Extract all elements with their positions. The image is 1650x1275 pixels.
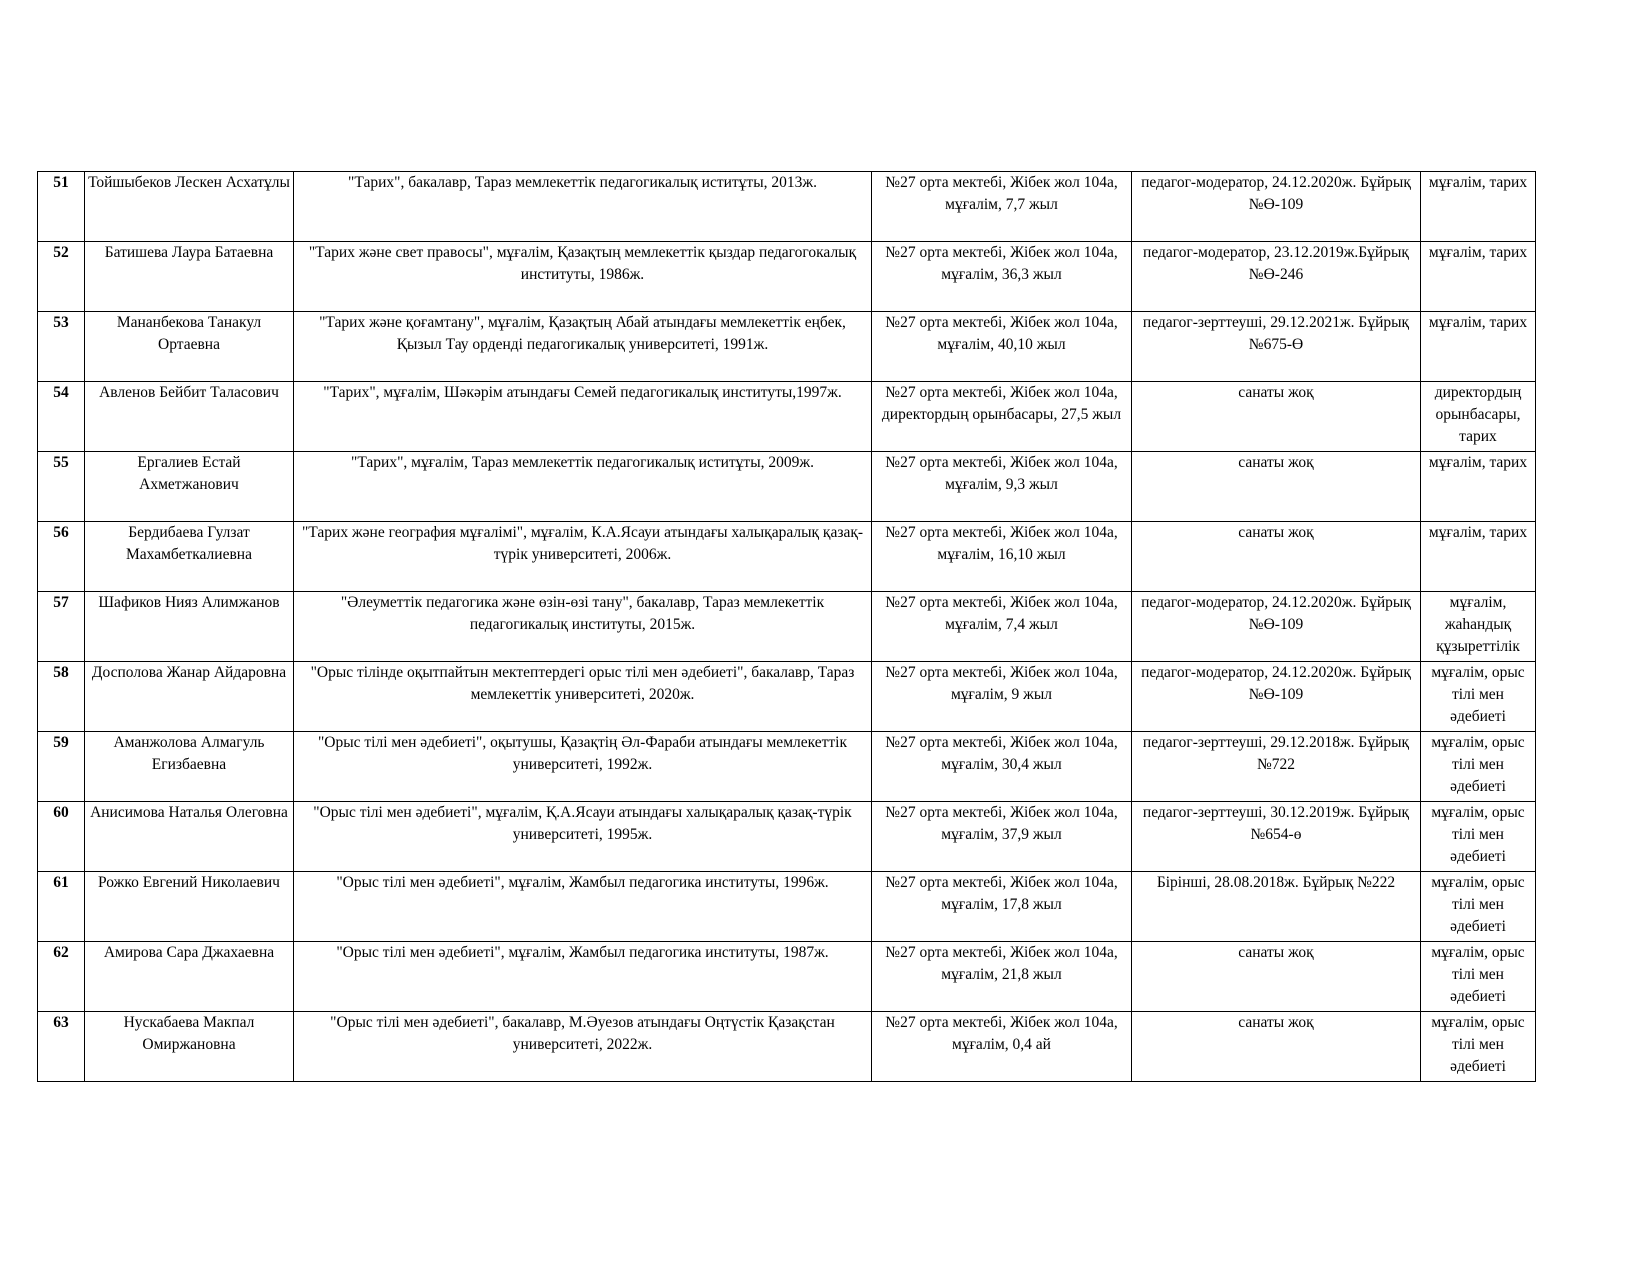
teacher-name-cell: Шафиков Нияз Алимжанов — [85, 592, 294, 662]
qualification-category-cell: педагог-зерттеуші, 30.12.2019ж. Бұйрық №654-ө — [1132, 802, 1421, 872]
qualification-category-cell: педагог-модератор, 23.12.2019ж.Бұйрық №Ө-246 — [1132, 242, 1421, 312]
table-row — [38, 872, 1536, 942]
teacher-name-cell: Анисимова Наталья Олеговна — [85, 802, 294, 872]
position-subject-cell: мұғалім, орыс тілі мен әдебиеті — [1421, 1012, 1536, 1082]
teacher-name-cell: Ергалиев Естай Ахметжанович — [85, 452, 294, 522]
row-number-cell: 62 — [38, 942, 85, 1012]
position-subject-cell: мұғалім, жаһандық құзыреттілік — [1421, 592, 1536, 662]
teacher-name-cell: Рожко Евгений Николаевич — [85, 872, 294, 942]
table-row — [38, 662, 1536, 732]
education-info-cell: "Орыс тілі мен әдебиеті", оқытушы, Қазақтің Әл-Фараби атындағы мемлекеттік университеті, 1992ж. — [294, 732, 872, 802]
workplace-info-cell: №27 орта мектебі, Жібек жол 104а, мұғалім, 7,7 жыл — [872, 172, 1132, 242]
qualification-category-cell: педагог-модератор, 24.12.2020ж. Бұйрық №Ө-109 — [1132, 592, 1421, 662]
education-info-cell: "Орыс тілі мен әдебиеті", мұғалім, Қ.А.Ясауи атындағы халықаралық қазақ-түрік университеті, 1995ж. — [294, 802, 872, 872]
teacher-name-cell: Тойшыбеков Лескен Асхатұлы — [85, 172, 294, 242]
table-row — [38, 942, 1536, 1012]
row-number-cell: 52 — [38, 242, 85, 312]
education-info-cell: "Орыс тілі мен әдебиеті", мұғалім, Жамбыл педагогика институты, 1987ж. — [294, 942, 872, 1012]
education-info-cell: "Тарих", мұғалім, Шәкәрім атындағы Семей педагогикалық институты,1997ж. — [294, 382, 872, 452]
position-subject-cell: мұғалім, тарих — [1421, 312, 1536, 382]
row-number-cell: 56 — [38, 522, 85, 592]
education-info-cell: "Орыс тілі мен әдебиеті", бакалавр, М.Әуезов атындағы Оңтүстік Қазақстан университеті, 2022ж. — [294, 1012, 872, 1082]
education-info-cell: "Орыс тілінде оқытпайтын мектептердегі орыс тілі мен әдебиеті", бакалавр, Тараз мемлекеттік университеті, 2020ж. — [294, 662, 872, 732]
qualification-category-cell: педагог-зерттеуші, 29.12.2021ж. Бұйрық №675-Ө — [1132, 312, 1421, 382]
qualification-category-cell: педагог-модератор, 24.12.2020ж. Бұйрық №Ө-109 — [1132, 662, 1421, 732]
position-subject-cell: мұғалім, орыс тілі мен әдебиеті — [1421, 732, 1536, 802]
teacher-name-cell: Нускабаева Макпал Омиржановна — [85, 1012, 294, 1082]
position-subject-cell: мұғалім, тарих — [1421, 172, 1536, 242]
qualification-category-cell: санаты жоқ — [1132, 382, 1421, 452]
table-row — [38, 242, 1536, 312]
teacher-name-cell: Аманжолова Алмагуль Егизбаевна — [85, 732, 294, 802]
qualification-category-cell: педагог-модератор, 24.12.2020ж. Бұйрық №Ө-109 — [1132, 172, 1421, 242]
education-info-cell: "Тарих және свет правосы", мұғалім, Қазақтың мемлекеттік қыздар педагогокалық институты, 1986ж. — [294, 242, 872, 312]
staff-table-body — [38, 172, 1536, 1082]
position-subject-cell: мұғалім, тарих — [1421, 242, 1536, 312]
table-row — [38, 382, 1536, 452]
qualification-category-cell: педагог-зерттеуші, 29.12.2018ж. Бұйрық №722 — [1132, 732, 1421, 802]
workplace-info-cell: №27 орта мектебі, Жібек жол 104а, мұғалім, 9 жыл — [872, 662, 1132, 732]
position-subject-cell: мұғалім, орыс тілі мен әдебиеті — [1421, 802, 1536, 872]
education-info-cell: "Тарих", мұғалім, Тараз мемлекеттік педагогикалық иститұты, 2009ж. — [294, 452, 872, 522]
workplace-info-cell: №27 орта мектебі, Жібек жол 104а, мұғалім, 30,4 жыл — [872, 732, 1132, 802]
table-row — [38, 802, 1536, 872]
teacher-name-cell: Авленов Бейбит Таласович — [85, 382, 294, 452]
workplace-info-cell: №27 орта мектебі, Жібек жол 104а, мұғалім, 7,4 жыл — [872, 592, 1132, 662]
position-subject-cell: мұғалім, тарих — [1421, 452, 1536, 522]
education-info-cell: "Орыс тілі мен әдебиеті", мұғалім, Жамбыл педагогика институты, 1996ж. — [294, 872, 872, 942]
table-row — [38, 592, 1536, 662]
teacher-name-cell: Батишева Лаура Батаевна — [85, 242, 294, 312]
workplace-info-cell: №27 орта мектебі, Жібек жол 104а, мұғалім, 0,4 ай — [872, 1012, 1132, 1082]
table-row — [38, 1012, 1536, 1082]
education-info-cell: "Тарих және қоғамтану", мұғалім, Қазақтың Абай атындағы мемлекеттік еңбек, Қызыл Тау орденді педагогикалық университеті, 1991ж. — [294, 312, 872, 382]
qualification-category-cell: санаты жоқ — [1132, 942, 1421, 1012]
row-number-cell: 59 — [38, 732, 85, 802]
teacher-name-cell: Досполова Жанар Айдаровна — [85, 662, 294, 732]
table-row — [38, 522, 1536, 592]
position-subject-cell: мұғалім, орыс тілі мен әдебиеті — [1421, 942, 1536, 1012]
teacher-name-cell: Мананбекова Танакул Ортаевна — [85, 312, 294, 382]
qualification-category-cell: санаты жоқ — [1132, 452, 1421, 522]
education-info-cell: "Тарих", бакалавр, Тараз мемлекеттік педагогикалық иститұты, 2013ж. — [294, 172, 872, 242]
education-info-cell: "Әлеуметтік педагогика және өзін-өзі тану", бакалавр, Тараз мемлекеттік педагогикалық институты, 2015ж. — [294, 592, 872, 662]
workplace-info-cell: №27 орта мектебі, Жібек жол 104а, мұғалім, 21,8 жыл — [872, 942, 1132, 1012]
workplace-info-cell: №27 орта мектебі, Жібек жол 104а, мұғалім, 36,3 жыл — [872, 242, 1132, 312]
workplace-info-cell: №27 орта мектебі, Жібек жол 104а, мұғалім, 40,10 жыл — [872, 312, 1132, 382]
workplace-info-cell: №27 орта мектебі, Жібек жол 104а, мұғалім, 9,3 жыл — [872, 452, 1132, 522]
row-number-cell: 60 — [38, 802, 85, 872]
table-row — [38, 172, 1536, 242]
row-number-cell: 53 — [38, 312, 85, 382]
table-row — [38, 732, 1536, 802]
row-number-cell: 61 — [38, 872, 85, 942]
workplace-info-cell: №27 орта мектебі, Жібек жол 104а, мұғалім, 37,9 жыл — [872, 802, 1132, 872]
qualification-category-cell: Бірінші, 28.08.2018ж. Бұйрық №222 — [1132, 872, 1421, 942]
position-subject-cell: директордың орынбасары, тарих — [1421, 382, 1536, 452]
workplace-info-cell: №27 орта мектебі, Жібек жол 104а, мұғалім, 17,8 жыл — [872, 872, 1132, 942]
row-number-cell: 57 — [38, 592, 85, 662]
row-number-cell: 63 — [38, 1012, 85, 1082]
row-number-cell: 55 — [38, 452, 85, 522]
position-subject-cell: мұғалім, орыс тілі мен әдебиеті — [1421, 872, 1536, 942]
row-number-cell: 54 — [38, 382, 85, 452]
qualification-category-cell: санаты жоқ — [1132, 522, 1421, 592]
education-info-cell: "Тарих және география мұғалімі", мұғалім, К.А.Ясауи атындағы халықаралық қазақ-түрік университеті, 2006ж. — [294, 522, 872, 592]
row-number-cell: 51 — [38, 172, 85, 242]
staff-table — [37, 171, 1536, 1082]
workplace-info-cell: №27 орта мектебі, Жібек жол 104а, мұғалім, 16,10 жыл — [872, 522, 1132, 592]
teacher-name-cell: Амирова Сара Джахаевна — [85, 942, 294, 1012]
position-subject-cell: мұғалім, орыс тілі мен әдебиеті — [1421, 662, 1536, 732]
table-row — [38, 312, 1536, 382]
qualification-category-cell: санаты жоқ — [1132, 1012, 1421, 1082]
workplace-info-cell: №27 орта мектебі, Жібек жол 104а, директордың орынбасары, 27,5 жыл — [872, 382, 1132, 452]
table-row — [38, 452, 1536, 522]
position-subject-cell: мұғалім, тарих — [1421, 522, 1536, 592]
teacher-name-cell: Бердибаева Гулзат Махамбеткалиевна — [85, 522, 294, 592]
row-number-cell: 58 — [38, 662, 85, 732]
